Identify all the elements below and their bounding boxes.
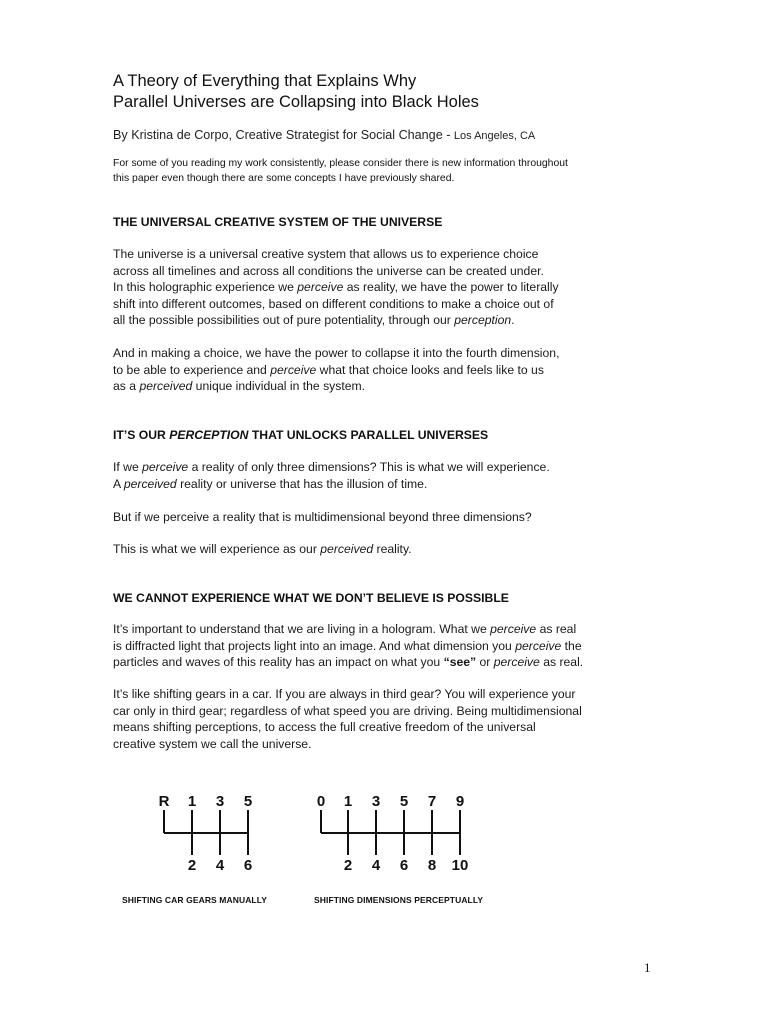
dimension-label-bottom: 8 [427,857,437,874]
text-run: all the possible possibilities out of pure potentiality, through our [113,313,455,328]
dimension-label-top: 5 [399,793,409,810]
dimension-label-top: 3 [371,793,381,810]
text-run: as a [113,379,140,394]
bold-term: “see” [443,655,477,670]
dimension-label-bottom: 10 [451,857,469,874]
emphasis-term: PERCEPTION [169,428,249,442]
paragraph-line [113,638,673,655]
dimension-label-top: 0 [316,793,326,810]
text-run: what that choice looks and feels like to us [316,362,544,377]
gear-shift-diagram [0,780,768,890]
title-line-1: A Theory of Everything that Explains Why [113,72,417,90]
section-heading-universal-creative-system: THE UNIVERSAL CREATIVE SYSTEM OF THE UNIVERSE [113,215,443,229]
gear-label-bottom: 4 [215,857,225,874]
emphasis-term: perceive [270,362,317,377]
intro-line-2: this paper even though there are some concepts I have previously shared. [113,173,455,184]
paragraph-line [113,541,673,558]
emphasis-term: perceived [139,379,193,394]
paragraph-line: across all timelines and across all conditions the universe can be created under. [113,263,544,278]
emphasis-term: perceived [123,476,177,491]
paragraph [113,459,673,492]
paragraph-line [113,654,673,671]
emphasis-term: perceive [297,280,344,295]
dimension-label-bottom: 2 [343,857,353,874]
paragraph-line: And in making a choice, we have the power to collapse it into the fourth dimension, [113,346,560,360]
document-title [113,71,479,113]
gear-label-bottom: 2 [187,857,197,874]
car-gears-diagram [159,793,253,874]
gear-label-top: 5 [243,793,253,810]
caption-dimensions-bold: PERCEPTUALLY [414,895,484,905]
paragraph-line: It’s like shifting gears in a car. If you are always in third gear? You will experience your [113,687,576,701]
caption-car-gears: SHIFTING CAR GEARS MANUALLY [122,895,268,905]
section-heading-perception [113,427,488,443]
caption-dimensions [314,895,483,905]
text-run: reality. [373,542,412,556]
emphasis-term: perceived [320,542,374,556]
gear-label-top: 1 [187,793,197,810]
text-run: It’s important to understand that we are living in a hologram. What we [113,622,491,636]
paragraph-line: means shifting perceptions, to access the full creative freedom of the universal [113,720,536,735]
section-heading-cannot-experience: WE CANNOT EXPERIENCE WHAT WE DON’T BELIEVE IS POSSIBLE [113,591,509,605]
emphasis-term: perceive [515,638,562,653]
paragraph-line [113,312,673,329]
text-run: unique individual in the system. [192,379,366,394]
text-run: A [113,476,124,491]
caption-dimensions-prefix: SHIFTING DIMENSIONS [314,895,415,905]
gear-label-top: 3 [215,793,225,810]
text-run: the [561,638,582,653]
emphasis-term: perception [454,313,512,328]
paragraph-line [113,459,673,476]
dimensions-diagram [317,793,469,874]
text-run: is diffracted light that projects light into an image. And what dimension you [113,638,516,653]
text-run: This is what we will experience as our [113,542,321,556]
paragraph-line: creative system we call the universe. [113,736,312,751]
paragraph [113,686,673,752]
text-run: as real [536,622,577,636]
byline [113,127,535,144]
text-run: as reality, we have the power to literally [343,280,559,295]
text-run: reality or universe that has the illusion of time. [176,476,428,491]
paragraph [113,246,673,329]
text-run: THAT UNLOCKS PARALLEL UNIVERSES [248,428,489,442]
text-run: as real. [539,655,584,670]
byline-location: Los Angeles, CA [453,130,536,142]
paragraph-line [113,279,673,296]
dimension-label-bottom: 4 [371,857,381,874]
paragraph [113,509,673,526]
paragraph [113,541,673,558]
text-run: to be able to experience and [113,362,271,377]
title-line-2: Parallel Universes are Collapsing into Black Holes [113,93,479,111]
paragraph-line [113,621,673,638]
paragraph-line [113,476,673,493]
emphasis-term: perceive [493,655,540,670]
text-run: . [511,313,515,328]
paragraph [113,621,673,671]
emphasis-term: perceive [490,622,537,636]
gear-label-top: R [158,793,170,810]
intro-line-1: For some of you reading my work consistently, please consider there is new information throughout [113,158,568,169]
intro-note [113,156,633,186]
text-run: In this holographic experience we [113,280,298,295]
text-run: IT’S OUR [113,428,170,442]
dimension-label-top: 7 [427,793,437,810]
paragraph-line [113,378,673,395]
emphasis-term: perceive [142,460,189,474]
dimension-label-bottom: 6 [399,857,409,874]
page-number: 1 [644,960,651,975]
text-run: a reality of only three dimensions? This is what we will experience. [188,460,550,474]
text-run: or [476,655,494,670]
paragraph-line [113,362,673,379]
dimension-label-top: 9 [455,793,465,810]
paragraph [113,345,673,395]
paragraph-line: But if we perceive a reality that is multidimensional beyond three dimensions? [113,510,532,524]
paragraph-line: car only in third gear; regardless of what speed you are driving. Being multidimensional [113,703,582,718]
text-run: If we [113,460,143,474]
dimension-label-top: 1 [343,793,353,810]
paragraph-line: shift into different outcomes, based on different conditions to make a choice out of [113,296,554,311]
paragraph-line: The universe is a universal creative system that allows us to experience choice [113,247,539,261]
byline-author: By Kristina de Corpo, Creative Strategist for Social Change - [113,128,454,142]
text-run: particles and waves of this reality has an impact on what you [113,655,444,670]
gear-label-bottom: 6 [243,857,253,874]
